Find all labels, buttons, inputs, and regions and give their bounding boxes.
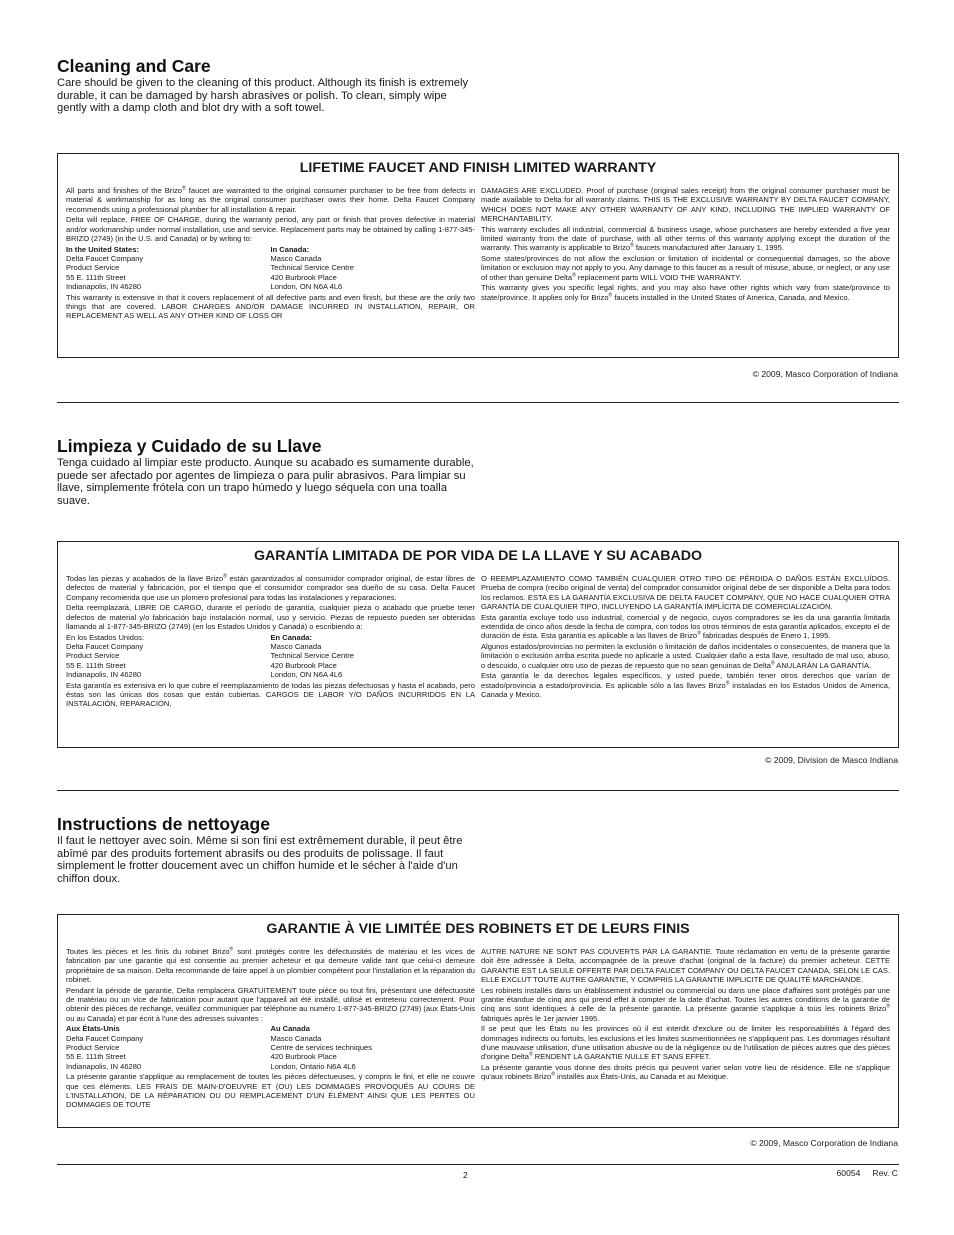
address-line: 55 E. 111th Street [66, 272, 126, 282]
warranty-paragraph: Les robinets installés dans un établissement industriel ou commercial ou dans une place d'affaires sont protégés par une grantie étandue de cinq ans qui prend effet à compter de la date d'achat. Toutes les autres conditions de la garantie de cinq ans sont identiques à celle de la présente garantie. La présente garantie s'applique à tous les robinets Brizo® fabriqués après le 1er janvier 1995. [481, 985, 890, 1023]
address-heading: In the United States: [66, 244, 139, 254]
warranty-paragraph: Pendant la période de garantie, Delta remplacera GRATUITEMENT toute pièce ou tout fini, présentant une défectuosité de matériau ou un vice de fabrication pour autant que l'appareil ait été installé, utilisé et entretenu correctement. Pour obtenir des pièces de rechange, veuillez communiquer par téléphone au numéro 1-877-345-BRIZO (2749) (aux États-Unis ou au Canada) et par écrit à l'une des adresses suivantes : [66, 985, 475, 1023]
address-line: Indianapolis, IN 46280 [66, 669, 142, 679]
warranty-left-column [66, 574, 475, 710]
warranty-paragraph: Esta garantía le da derechos legales específicos, y usted puede, también tener otros derechos que varían de estado/provincia a estado/provincia. Es aplicable sólo a las llaves Brizo® instaladas en los Estados Unidos de America, Canada y Mexico. [481, 671, 891, 700]
section-divider [57, 790, 899, 791]
address-line: 55 E. 111th Street [66, 1052, 126, 1062]
address-line: Delta Faucet Company [66, 1033, 144, 1043]
section-english [57, 56, 899, 115]
address-line: Delta Faucet Company [66, 254, 144, 264]
section-title: Cleaning and Care [57, 56, 211, 76]
warranty-paragraph: All parts and finishes of the Brizo® faucet are warranted to the original consumer purchaser to be free from defects in material & workmanship for as long as the original consumer purchaser owns their home. Delta Faucet Company recommends using a professional plumber for all installation & repair. [66, 185, 476, 214]
warranty-right-column [481, 574, 890, 710]
warranty-paragraph: Delta reemplazará, LIBRE DE CARGO, durante el período de garantía, cualquier pieza o acabado que pruebe tener defectos de material y/o fabricación bajo instalación normal, uso y servicio. Piezas de repuesto pueden ser obtenidas llamando al 1-877-345-BRIZO (2749) (en los Estados Unidos y Canadá) o escribiendo a: [66, 603, 475, 631]
section-divider [57, 402, 899, 403]
address-line: Product Service [66, 1042, 120, 1052]
footer-divider [57, 1164, 899, 1165]
warranty-title: LIFETIME FAUCET AND FINISH LIMITED WARRANTY [299, 160, 657, 176]
warranty-paragraph: Il se peut que les États ou les provinces où il est interdit d'exclure ou de limiter les responsabilités à l'égard des dommages indirects ou fortuits, les exclusions et les limites susmentionnées ne s'appliquent pas. Les dommages résultant d'une mauvaise utilisation, d'une utilisation abusive ou de la négligence ou de l'utilisation de pièces autres que des pièces d'origine Delta® RENDENT LA GARANTIE NULLE ET SANS EFFET. [481, 1024, 890, 1062]
address-line: Technical Service Centre [270, 651, 354, 661]
section-intro: Care should be given to the cleaning of this product. Although its finish is extremely durable, it can be damaged by harsh abrasives or polish. To clean, simply wipe gently with a damp cloth and blot dry with a soft towel. [57, 77, 469, 115]
section-intro: Il faut le nettoyer avec soin. Même si son fini est extrêmement durable, il peut être abîmé par des produits fortement abrasifs ou des produits de polissage. Il faut simplement le frotter doucement avec un chiffon humide et le sécher à l'aide d'un chiffon doux. [57, 835, 463, 885]
warranty-paragraph: This warranty excludes all industrial, commercial & business usage, whose purchasers are hereby extended a five year limited warranty from the date of purchase, with all other terms of this warranty applying except the duration of the warranty. This warranty is applicable to Brizo® faucets manufactured after January 1, 1995. [481, 224, 890, 253]
address-heading: In Canada: [270, 244, 310, 254]
warranty-right-column [481, 947, 890, 1111]
address-line: Product Service [66, 651, 120, 661]
copyright-notice: © 2009, Masco Corporation of Indiana [752, 369, 898, 379]
section-title: Limpieza y Cuidado de su Llave [57, 436, 322, 456]
address-line: 420 Burbrook Place [270, 660, 337, 670]
address-line: Masco Canada [270, 254, 322, 264]
section-title: Instructions de nettoyage [57, 814, 270, 834]
warranty-paragraph: Algunos estados/provincias no permiten la exclusión o limitación de daños incidentales o consecuentes, de manera que la limitación o exclusión arriba escrita puede no aplicarle a usted. Cualquier daño a esta llave, resultado de mal uso, abuso, o descuido, o cualquier otro uso de piezas de repuesto que no sean genuinas de Delta® ANULARÁN LA GARANTÍA. [481, 642, 890, 670]
copyright-notice: © 2009, Division de Masco Indiana [765, 755, 898, 765]
warranty-title: GARANTIE À VIE LIMITÉE DES ROBINETS ET DE LEURS FINIS [266, 921, 690, 937]
address-line: Delta Faucet Company [66, 642, 144, 652]
warranty-paragraph: Esta garantía es extensiva en lo que cubre el reemplazamiento de todas las piezas defectuosas y hasta el acabado, pero éstas son las únicas dos cosas que están cubiertas. CARGOS DE LABOR Y/O DAÑOS INCURRIDOS EN LA INSTALACIÓN, REPARACIÓN, [66, 680, 475, 709]
warranty-left-column [66, 186, 475, 322]
warranty-paragraph: DAMAGES ARE EXCLUDED. Proof of purchase (original sales receipt) from the original consumer purchaser must be made available to Delta for all warranty claims. THIS IS THE EXCLUSIVE WARRANTY BY DELTA FAUCET COMPANY, WHICH DOES NOT MAKE ANY OTHER WARRANTY OF ANY KIND, INCLUDING THE IMPLIED WARRANTY OF MERCHANTABILITY. [481, 186, 890, 223]
warranty-paragraph: This warranty is extensive in that it covers replacement of all defective parts and even finish, but these are the only two things that are covered. LABOR CHARGES AND/OR DAMAGE INCURRED IN INSTALLATION, REPAIR, OR REPLACEMENT AS WELL AS ANY OTHER KIND OF LOSS OR [66, 292, 475, 321]
warranty-paragraph: AUTRE NATURE NE SONT PAS COUVERTS PAR LA GARANTIE. Toute réclamation en vertu de la présente garantie doit être adressée à Delta, accompagnée de la preuve d'achat (original de la facture) du premier acheteur. CETTE GARANTIE EST LA SEULE OFFERTE PAR DELTA FAUCET COMPANY OU DELTA FAUCET CANADA, SELON LE CAS. ELLE EXCLUT TOUTE AUTRE GARANTIE, Y COMPRIS LA GARANTIE IMPLICITE DE QUALITÉ MARCHANDE. [481, 947, 890, 984]
section-spanish [57, 436, 899, 507]
address-line: 420 Burbrook Place [270, 272, 337, 282]
warranty-box-english [57, 153, 899, 358]
warranty-paragraph: Todas las piezas y acabados de la llave Brizo® están garantizados al consumidor comprador original, de estar libres de defectos de material y fabricación, por el tiempo que el consumidor comprador sea dueño de su casa. Delta Faucet Company recomienda que use un plomero profesional para todas las instalaciones y reparaciones. [66, 573, 475, 602]
address-line: 55 E. 111th Street [66, 660, 126, 670]
address-line: Product Service [66, 263, 120, 273]
address-line: Centre de services techniques [270, 1042, 373, 1052]
address-line: 420 Burbrook Place [270, 1052, 337, 1062]
warranty-paragraph: Esta garantía excluye todo uso industrial, comercial y de negocio, cuyos compradores se les da una garantía limitada extendida de cinco años desde la fecha de compra, con todos los otros términos de esta garantía aplicados, excepto el de duración de ésta. Esta garantía es aplicable a las llaves de Brizo® fabricadas después de Enero 1, 1995. [481, 612, 890, 641]
warranty-paragraph: Toutes les pièces et les finis du robinet Brizo® sont protégés contre les défectuosités de matériau et les vices de fabrication par une garantie qui est consentie au premier acheteur et qui demeure valide tant que celui-ci demeure propriétaire de sa maison. Delta recommande de faire appel à un plombier compétent pour l'installation et la réparation du robinet. [66, 946, 475, 984]
warranty-title: GARANTÍA LIMITADA DE POR VIDA DE LA LLAVE Y SU ACABADO [254, 548, 702, 564]
address-heading: En los Estados Unidos: [66, 632, 145, 642]
address-line: Indianapolis, IN 46280 [66, 1061, 142, 1071]
address-line: London, Ontario N6A 4L6 [270, 1061, 356, 1071]
address-heading: En Canada: [270, 632, 313, 642]
page-number: 2 [463, 1170, 468, 1180]
section-intro: Tenga cuidado al limpiar este producto. Aunque su acabado es sumamente durable, puede ser afectado por agentes de limpieza o para pulir abrasivos. Para limpiar su llave, simplemente frótela con un trapo húmedo y luego séquela con una toalla suave. [57, 457, 474, 507]
address-block [66, 245, 475, 291]
address-block [66, 1024, 475, 1070]
address-line: Masco Canada [270, 1033, 322, 1043]
address-line: Masco Canada [270, 642, 322, 652]
address-heading: Aux États-Unis [66, 1024, 120, 1034]
warranty-box-spanish [57, 541, 899, 748]
warranty-paragraph: Delta will replace, FREE OF CHARGE, during the warranty period, any part or finish that proves defective in material and/or workmanship under normal installation, use and service. Replacement parts may be obtained by calling 1-877-345-BRIZO (2749) (in the U.S. and Canada) or by writing to: [66, 215, 475, 243]
address-block [66, 633, 475, 679]
warranty-box-french [57, 914, 899, 1128]
section-french [57, 814, 899, 885]
warranty-paragraph: O REEMPLAZAMIENTO COMO TAMBIÉN CUALQUIER OTRO TIPO DE PÉRDIDA O DAÑOS ESTÁN EXCLUÍDOS. Prueba de compra (recibo original de venta) del comprador consumidor original debe de ser disponible a Delta para todos los reclamos. ESTA ES LA GARANTÍA EXCLUSIVA DE DELTA FAUCET COMPANY, QUE NO HACE CUALQUIER OTRA GARANTÍA DE CUALQUIER TIPO, INCLUYENDO LA GARANTÍA IMPLÍCITA DE COMERCIALIZACIÓN. [481, 574, 890, 611]
address-line: Indianapolis, IN 46280 [66, 281, 142, 291]
warranty-right-column [481, 186, 890, 322]
address-line: Technical Service Centre [270, 263, 354, 273]
warranty-paragraph: La présente garantie vous donne des droits précis qui peuvent varier selon votre lieu de résidence. Elle ne s'applique qu'aux robinets Brizo® installés aux États-Unis, au Canada et au Mexique. [481, 1063, 890, 1082]
address-line: London, ON N6A 4L6 [270, 281, 343, 291]
warranty-paragraph: La présente garantie s'applique au remplacement de toutes les pièces défectueuses, y compris le fini, et elle ne couvre que ces éléments. LES FRAIS DE MAIN-D'OEUVRE ET (OU) LES DOMMAGES PROVOQUÉS AU COURS DE L'INSTALLATION, DE LA RÉPARATION OU DU REMPLACEMENT D'UN ÉLÉMENT AINSI QUE LES PERTES OU DOMMAGES DE TOUTE [66, 1072, 475, 1110]
document-code: 60054 Rev. C [836, 1168, 898, 1178]
warranty-paragraph: Some states/provinces do not allow the exclusion or limitation of incidental or consequential damages, so the above limitation or exclusion may not apply to you. Any damage to this faucet as a result of misuse, abuse, or neglect, or any use of other than genuine Delta® replacement parts WILL VOID THE WARRANTY. [481, 254, 890, 282]
copyright-notice: © 2009, Masco Corporation de Indiana [750, 1138, 898, 1148]
warranty-left-column [66, 947, 475, 1111]
address-heading: Au Canada [270, 1024, 310, 1034]
address-line: London, ON N6A 4L6 [270, 669, 343, 679]
warranty-paragraph: This warranty gives you specific legal rights, and you may also have other rights which vary from state/province to state/province. It applies only for Brizo® faucets installed in the United States of America, Canada, and Mexico. [481, 283, 890, 302]
